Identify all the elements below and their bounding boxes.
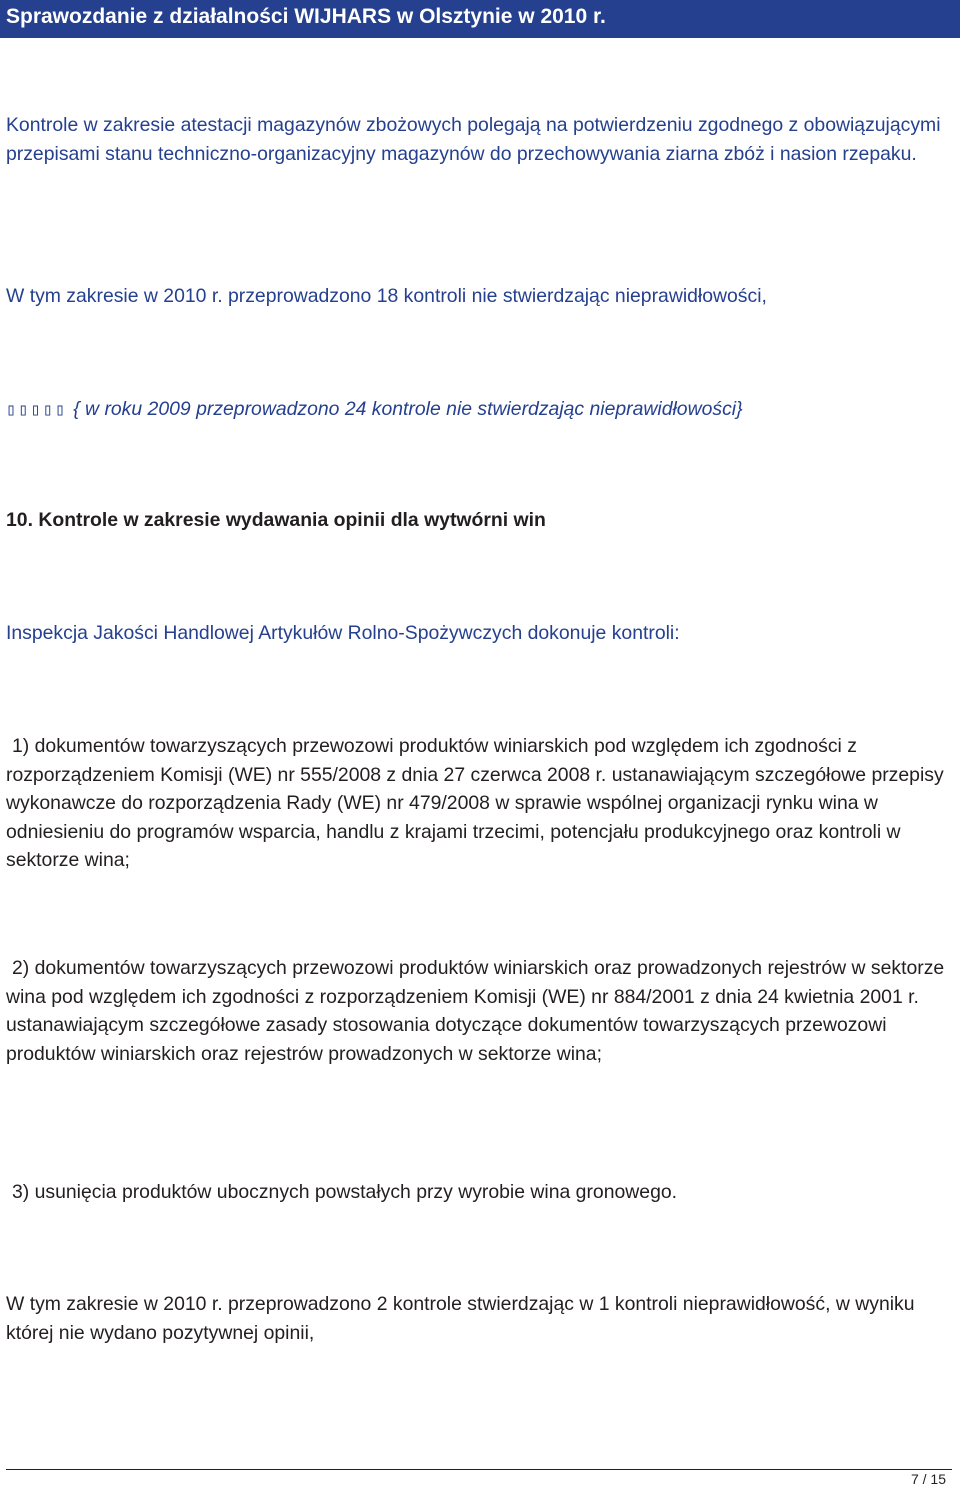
document-title: Sprawozdanie z działalności WIJHARS w Olsztynie w 2010 r. xyxy=(6,5,606,28)
list-item-1: 1) dokumentów towarzyszących przewozowi produktów winiarskich pod względem ich zgodności z rozporządzeniem Komisji (WE) nr 555/2008 z dnia 27 czerwca 2008 r. ustanawiającym szczegółowe przepisy wykonawcze do rozporządzenia Rady (WE) nr 479/2008 w sprawie wspólnej organizacji rynku wina w odniesieniu do programów wsparcia, handlu z krajami trzecimi, potencjału produkcyjnego oraz kontroli w sektorze wina; xyxy=(6,735,944,872)
page-number: 7 / 15 xyxy=(910,1471,946,1487)
footer-divider xyxy=(6,1469,952,1470)
paragraph-inspekcja: Inspekcja Jakości Handlowej Artykułów Rolno-Spożywczych dokonuje kontroli: xyxy=(6,622,680,644)
paragraph-2009-note xyxy=(6,395,954,425)
missing-glyph-boxes: ▯▯▯▯▯ xyxy=(6,400,68,420)
paragraph-2009-text: { w roku 2009 przeprowadzono 24 kontrole nie stwierdzając nieprawidłowości} xyxy=(73,398,743,420)
list-item-3: 3) usunięcia produktów ubocznych powstałych przy wyrobie wina gronowego. xyxy=(12,1181,678,1203)
header-bar xyxy=(0,0,960,38)
section-heading-10: 10. Kontrole w zakresie wydawania opinii dla wytwórni win xyxy=(6,509,546,531)
list-item-2: 2) dokumentów towarzyszących przewozowi produktów winiarskich oraz prowadzonych rejestrów w sektorze wina pod względem ich zgodności z rozporządzeniem Komisji (WE) nr 884/2001 z dnia 24 kwietnia 2001 r. ustanawiającym szczegółowe zasady stosowania dotyczące dokumentów towarzyszących przewozowi produktów winiarskich oraz rejestrów prowadzonych w sektorze wina; xyxy=(6,957,945,1065)
paragraph-atestacja: Kontrole w zakresie atestacji magazynów zbożowych polegają na potwierdzeniu zgodnego z obowiązującymi przepisami stanu techniczno-organizacyjny magazynów do przechowywania ziarna zbóż i nasion rzepaku. xyxy=(6,114,941,165)
paragraph-summary-2010: W tym zakresie w 2010 r. przeprowadzono 2 kontrole stwierdzając w 1 kontroli nieprawidłowość, w wyniku której nie wydano pozytywnej opinii, xyxy=(6,1293,915,1344)
paragraph-kontrole-2010: W tym zakresie w 2010 r. przeprowadzono 18 kontroli nie stwierdzając nieprawidłowości, xyxy=(6,285,767,307)
